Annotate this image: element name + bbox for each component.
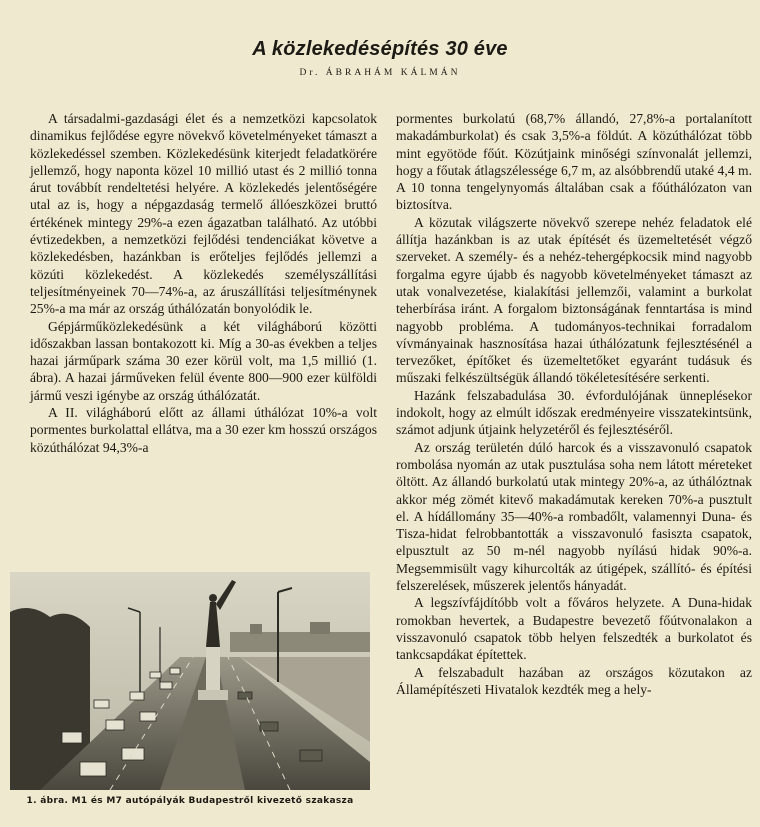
paragraph: Gépjárműközlekedésünk a két világháború közötti időszakban lassan bontakozott ki. Míg a 30-as években a teljes hazai járműpark száma 30 ezer körül volt, ma 1,5 millió (1. ábra). A hazai járműveken felül évente 800—900 ezer külföldi jármű veszi igénybe az ország úthálózatát. <box>30 318 377 403</box>
left-column <box>30 110 377 456</box>
paragraph: Az ország területén dúló harcok és a visszavonuló csapatok rombolása nyomán az utak pusztulása soha nem látott méreteket öltött. Az állandó burkolatú utak mintegy 20%-a, az úthálóztnak akkor még zömét kitevő makadámutak kereken 70%-a pusztult el. A hídállomány 35—40%-a rombadőlt, valamennyi Duna- és Tisza-hidat felrobbantották a visszavonuló fasiszta csapatok, elpusztult az 50 m-nél nagyobb nyílású hidak 90%-a. Megsemmisült vagy kihurcolták az útigépek, szállító- és építési felszerelések, műszerek jelentős hányadát. <box>396 439 752 594</box>
paragraph: A társadalmi-gazdasági élet és a nemzetközi kapcsolatok dinamikus fejlődése egyre növekvő követelményeket támaszt a közlekedéssel szemben. Közlekedésünk kiterjedt feladatkörére jellemző, hogy naponta közel 10 millió utast és 2 millió tonna árut továbbít rendeltetési helyére. A közlekedés jelentőségére utal az is, hogy a népgazdaság termelő állóeszközei bruttó értékének mintegy 29%-a ezen ágazatban található. Az utóbbi évtizedekben, a nemzetközi fejlődési tendenciákat követve a közlekedésben, hazánkban is erőteljes fejlődés jellemzi a közúti közlekedést. A közlekedés személyszállítási teljesítményeinek 70—74%-a, az áruszállítási teljesítménynek 25%-a ma már az ország úthálózatán bonyolódik le. <box>30 111 377 317</box>
paragraph: A felszabadult hazában az országos közutakon az Államépítészeti Hivatalok kezdték meg a hely- <box>396 664 752 697</box>
highway-photo <box>10 572 370 790</box>
paragraph: A II. világháború előtt az állami úthálózat 10%-a volt pormentes burkolattal ellátva, ma a 30 ezer km hosszú országos közúthálózat 94,3%-a <box>30 405 377 455</box>
paragraph: Hazánk felszabadulása 30. évfordulójának ünneplésekor indokolt, hogy az elmúlt időszak eredményeire visszatekintsünk, számot adjunk útjaink helyzetéről és fejlesztéséről. <box>396 387 752 438</box>
paragraph: A közutak világszerte növekvő szerepe nehéz feladatok elé állítja hazánkban is az utak építését és üzemeltetését végző szerveket. A személy- és a nehéz-tehergépkocsik mind nagyobb forgalma egyre újabb és nagyobb követelményeket támaszt az utak vonalvezetése, kialakítási jellemzői, valamint a burkolat teherbírása iránt. A forgalom biztonságának fenntartása is mind nagyobb probléma. A tudományos-technikai forradalom vívmányainak hasznosítása hazai úthálózatunk fejlesztésénél a tervezőket, építőket és üzemeltetőket egyaránt tudásuk és műszaki felkészültségük állandó tökéletesítésére serkenti. <box>396 214 752 386</box>
right-column <box>396 110 752 698</box>
paragraph: A legszívfájdítóbb volt a főváros helyzete. A Duna-hidak romokban hevertek, a Budapestre bevezető főútvonalakon a visszavonuló csapatok több helyen felszedték a burkolatot és tankcsapdákat építettek. <box>396 595 752 663</box>
article-author: Dr. ÁBRAHÁM KÁLMÁN <box>299 68 461 78</box>
article-title: A közlekedésépítés 30 éve <box>252 38 508 60</box>
paragraph: pormentes burkolatú (68,7% állandó, 27,8%-a portalanított makadámburkolat) és csak 3,5%-a földút. A közúthálózat több mint egyötöde főút. Közútjaink minőségi színvonalát jellemzi, hogy a főutak átlagszélessége 6,7 m, az alsóbbrendű utaké 4,4 m. A 10 tonna tengelynyomás általában csak a főúthálózaton van biztosítva. <box>396 111 752 213</box>
figure-caption: 1. ábra. M1 és M7 autópályák Budapestről kivezető szakasza <box>26 796 354 806</box>
